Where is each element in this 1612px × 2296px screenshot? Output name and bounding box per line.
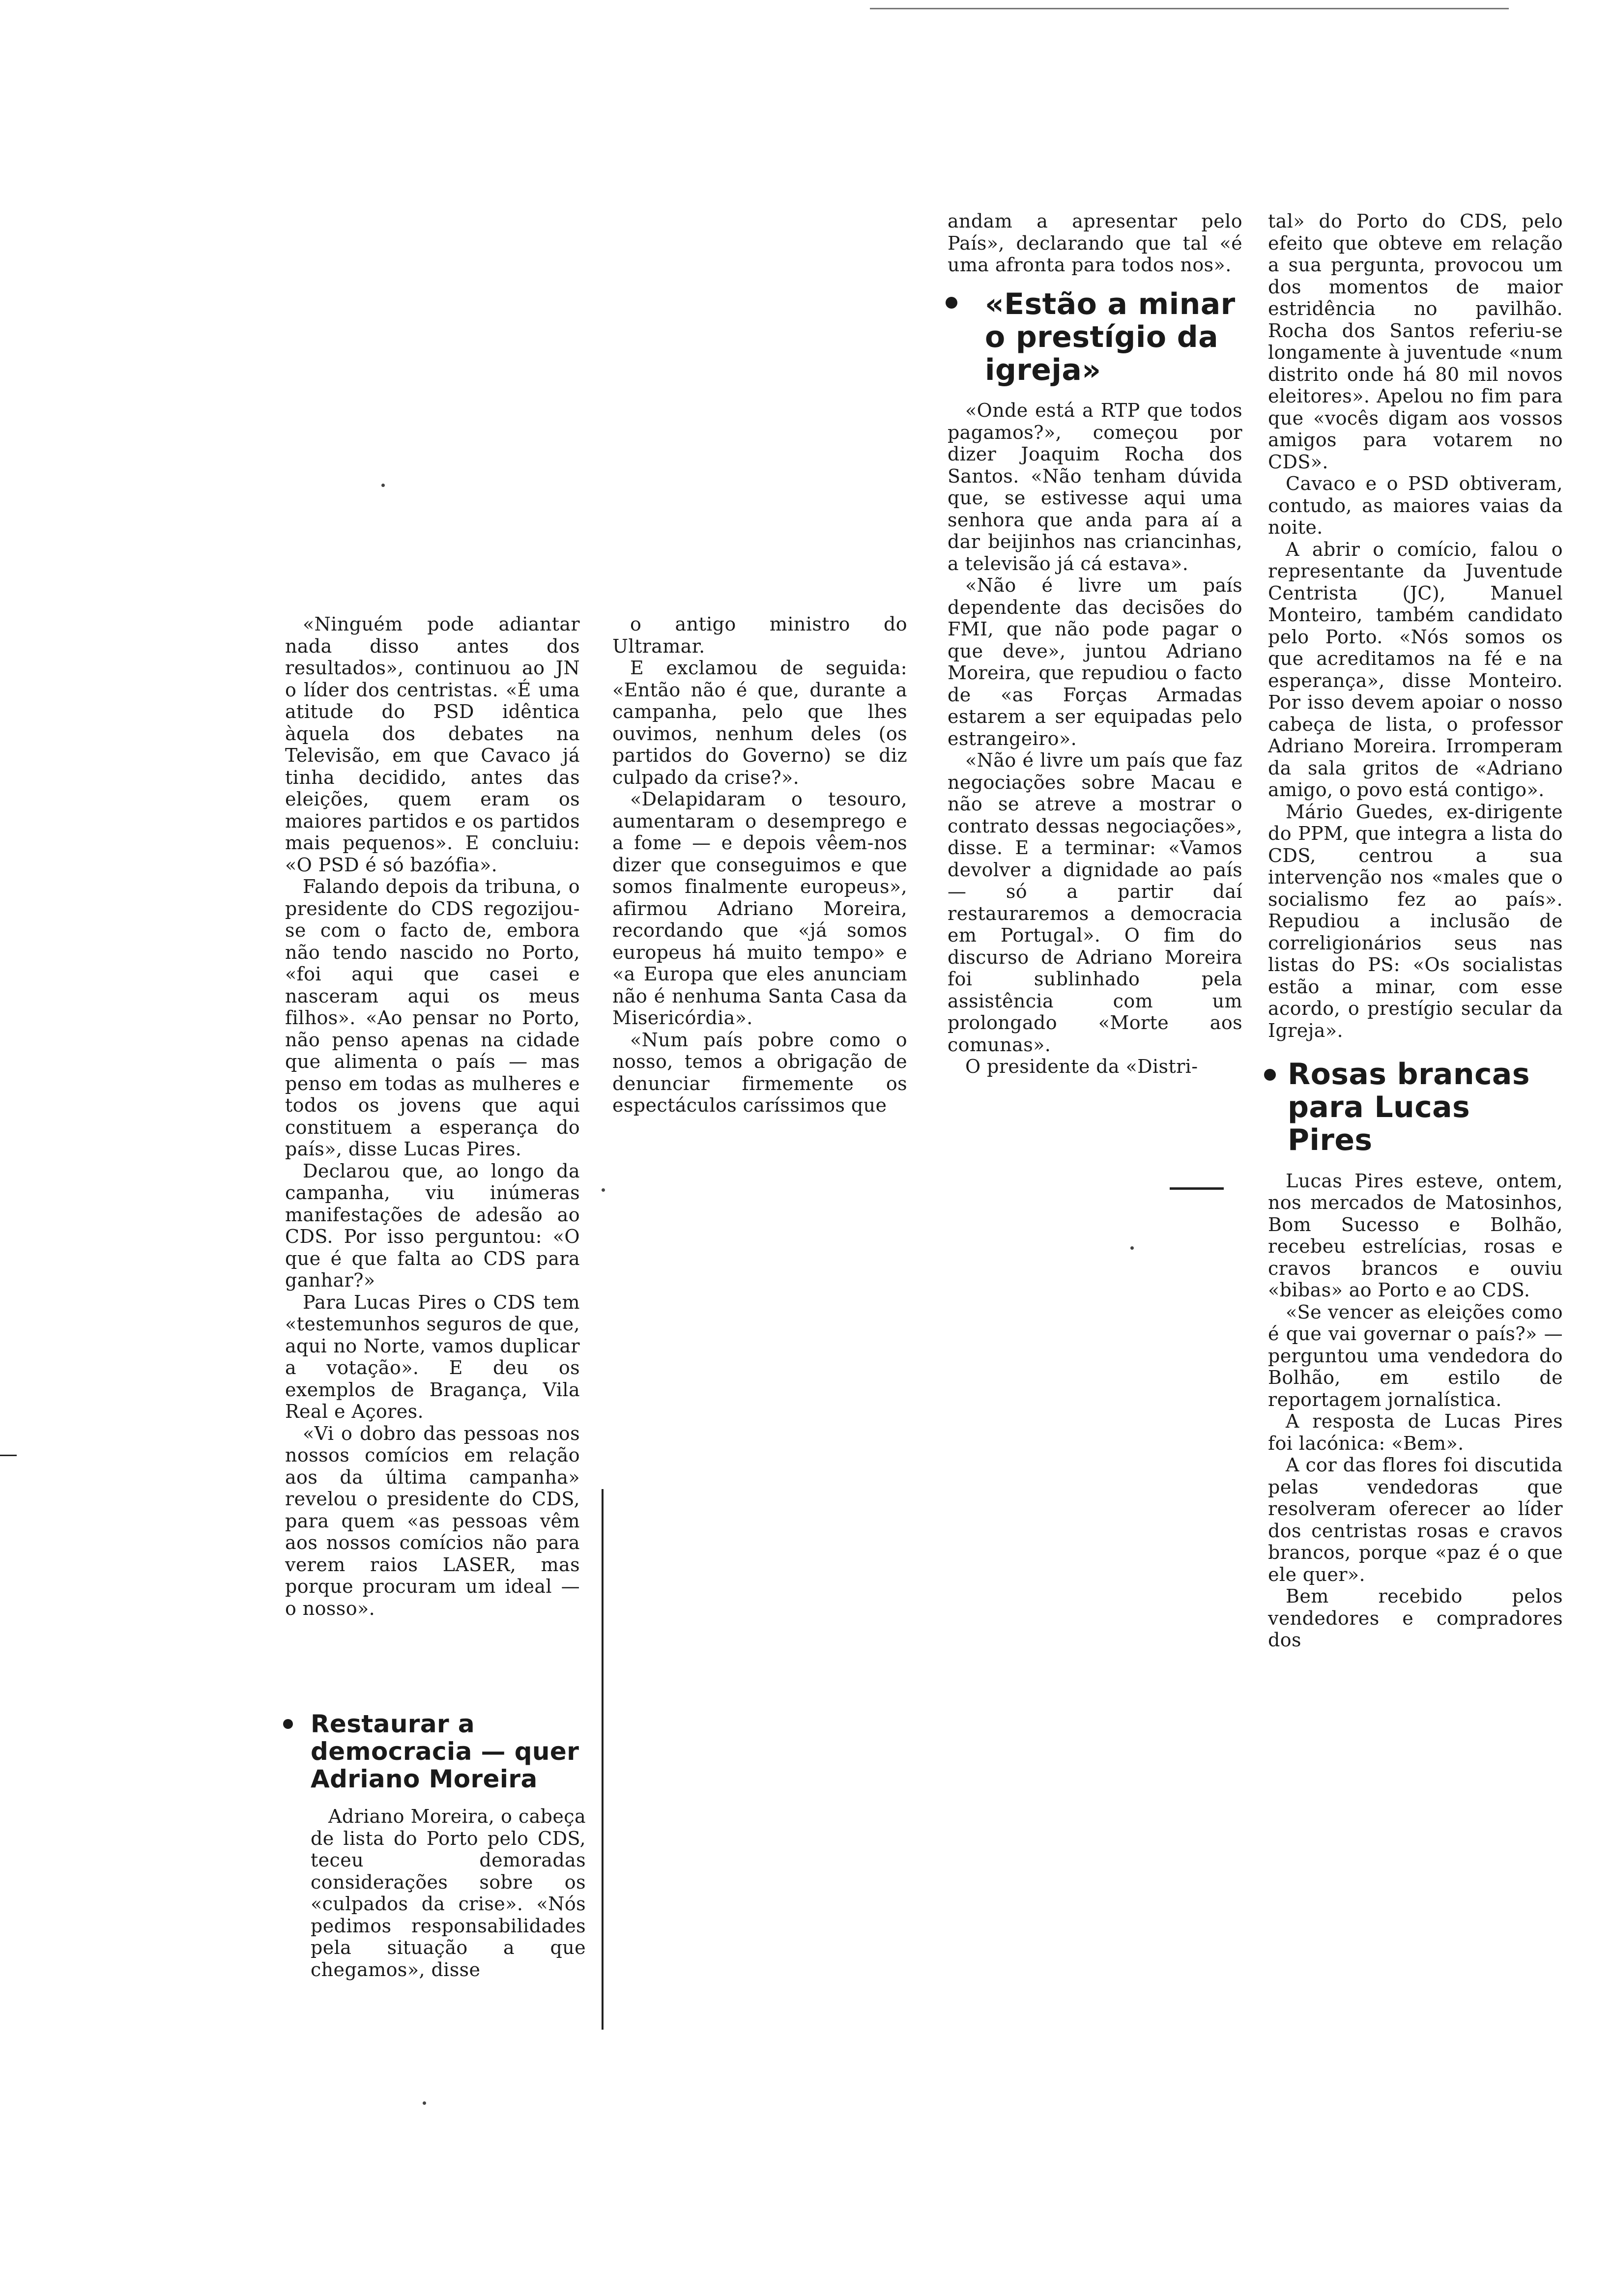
paragraph: Para Lucas Pires o CDS tem «testemunhos seguros de que, aqui no Norte, vamos duplicar a votação». E deu os exemplos de Bragança, Vila Real e Açores. <box>285 1291 580 1422</box>
speck <box>423 2101 426 2105</box>
speck <box>1130 1246 1134 1250</box>
article-column-3 <box>948 210 1242 1078</box>
paragraph: tal» do Porto do CDS, pelo efeito que obteve em relação a sua pergunta, provocou um dos momentos de maior estridência no pavilhão. Rocha dos Santos referiu-se longamente à juventude «num distrito onde há 80 mil novos eleitores». Apelou no fim para que «vocês digam aos vossos amigos para votarem no CDS». <box>1268 210 1563 473</box>
paragraph: Declarou que, ao longo da campanha, viu inúmeras manifestações de adesão ao CDS. Por isso perguntou: «O que é que falta ao CDS para ganhar?» <box>285 1160 580 1291</box>
paragraph: Falando depois da tribuna, o presidente do CDS regozijou-se com o facto de, embora não tendo nascido no Porto, «foi aqui que casei e nasceram aqui os meus filhos». «Ao pensar no Porto, não penso apenas na cidade que alimenta o país — mas penso em todas as mulheres e todos os jovens que aqui constituem a esperança do país», disse Lucas Pires. <box>285 876 580 1160</box>
paragraph: O presidente da «Distri- <box>965 1056 1198 1078</box>
article-subsection-restaurar <box>311 1710 586 1980</box>
paragraph: Bem recebido pelos vendedores e compradores dos <box>1268 1585 1563 1651</box>
paragraph: «Ninguém pode adiantar nada disso antes dos resultados», continuou ao JN o líder dos centristas. «É uma atitude do PSD idêntica àquela dos debates na Televisão, em que Cavaco já tinha decidido, antes das eleições, quem eram os maiores partidos e os partidos mais pequenos». E concluiu: «O PSD é só bazófia». <box>285 613 580 876</box>
subsection-heading-text: Restaurar a democracia — quer Adriano Moreira <box>311 1710 579 1793</box>
article-column-4 <box>1268 210 1563 1651</box>
paragraph: E exclamou de seguida: «Então não é que, durante a campanha, pelo que lhes ouvimos, nenhum deles (os partidos do Governo) se diz culpado da crise?». <box>612 657 907 788</box>
subsection-heading <box>1288 1058 1563 1157</box>
speck <box>381 484 385 487</box>
speck <box>602 1188 605 1192</box>
article-column-2 <box>612 613 907 1117</box>
subsection-heading-text: Rosas brancas para Lucas Pires <box>1288 1057 1530 1158</box>
column-rule-1 <box>602 1489 604 2030</box>
subsection-heading <box>311 1710 586 1793</box>
paragraph: A abrir o comício, falou o representante da Juventude Centrista (JC), Manuel Monteiro, também candidato pelo Porto. «Nós somos os que acreditamos na fé e na esperança», disse Monteiro. Por isso devem apoiar o nosso cabeça de lista, o professor Adriano Moreira. Irromperam da sala gritos de «Adriano amigo, o povo está contigo». <box>1268 538 1563 801</box>
margin-mark <box>0 1455 17 1456</box>
paragraph: «Vi o dobro das pessoas nos nossos comícios em relação aos da última campanha» revelou o presidente do CDS, para quem «as pessoas vêm aos nossos comícios não para verem raios LASER, mas porque procuram um ideal — o nosso». <box>285 1422 580 1619</box>
paragraph: o antigo ministro do Ultramar. <box>612 613 907 657</box>
paragraph: «Delapidaram o tesouro, aumentaram o desemprego e a fome — e depois vêem-nos dizer que conseguimos e que somos finalmente europeus», afirmou Adriano Moreira, recordando que «já somos europeus há muito tempo» e «a Europa que eles anunciam não é nenhuma Santa Casa da Misericórdia». <box>612 788 907 1029</box>
column-end-rule <box>1170 1187 1224 1190</box>
paragraph: andam a apresentar pelo País», declarando que tal «é uma afronta para todos nos». <box>948 210 1242 276</box>
bullet-icon <box>946 297 957 309</box>
bullet-icon <box>283 1719 293 1729</box>
paragraph: Mário Guedes, ex-dirigente do PPM, que integra a lista do CDS, centrou a sua intervenção nos «males que o socialismo fez ao país». Repudiou a inclusão de correligionários seus nas listas do PS: «Os socialistas estão a minar, com esse acordo, o prestígio secular da Igreja». <box>1268 801 1563 1041</box>
paragraph: Lucas Pires esteve, ontem, nos mercados de Matosinhos, Bom Sucesso e Bolhão, recebeu estrelícias, rosas e cravos brancos e ouviu «bibas» ao Porto e ao CDS. <box>1268 1170 1563 1301</box>
bullet-icon <box>1264 1069 1276 1081</box>
paragraph: Adriano Moreira, o cabeça de lista do Porto pelo CDS, teceu demoradas considerações sobre os «culpados da crise». «Nós pedimos responsabilidades pela situação a que chegamos», disse <box>311 1806 586 1980</box>
article-column-1 <box>285 613 580 1619</box>
paragraph: Cavaco e o PSD obtiveram, contudo, as maiores vaias da noite. <box>1268 473 1563 538</box>
paragraph: A cor das flores foi discutida pelas vendedoras que resolveram oferecer ao líder dos centristas rosas e cravos brancos, porque «paz é o que ele quer». <box>1268 1454 1563 1585</box>
subsection-heading <box>985 288 1242 387</box>
top-rule <box>870 8 1509 9</box>
paragraph: «Não é livre um país que faz negociações sobre Macau e não se atreve a mostrar o contrato dessas negociações», disse. E a terminar: «Vamos devolver a dignidade ao país — só a partir daí restauraremos a democracia em Portugal». O fim do discurso de Adriano Moreira foi sublinhado pela assistência com um prolongado «Morte aos comunas». <box>948 749 1242 1056</box>
paragraph: «Não é livre um país dependente das decisões do FMI, que não pode pagar o que deve», juntou Adriano Moreira, que repudiou o facto de «as Forças Armadas estarem a ser equipadas pelo estrangeiro». <box>948 574 1242 749</box>
paragraph: «Se vencer as eleições como é que vai governar o país?» — perguntou uma vendedora do Bolhão, em estilo de reportagem jornalística. <box>1268 1301 1563 1410</box>
paragraph: «Onde está a RTP que todos pagamos?», começou por dizer Joaquim Rocha dos Santos. «Não tenham dúvida que, se estivesse aqui uma senhora que anda para aí a dar beijinhos nas criancinhas, a televisão já cá estava». <box>948 400 1242 574</box>
subsection-heading-text: «Estão a minar o prestígio da igreja» <box>985 287 1236 387</box>
paragraph: A resposta de Lucas Pires foi lacónica: «Bem». <box>1268 1410 1563 1454</box>
paragraph: «Num país pobre como o nosso, temos a obrigação de denunciar firmemente os espectáculos caríssimos que <box>612 1029 907 1116</box>
